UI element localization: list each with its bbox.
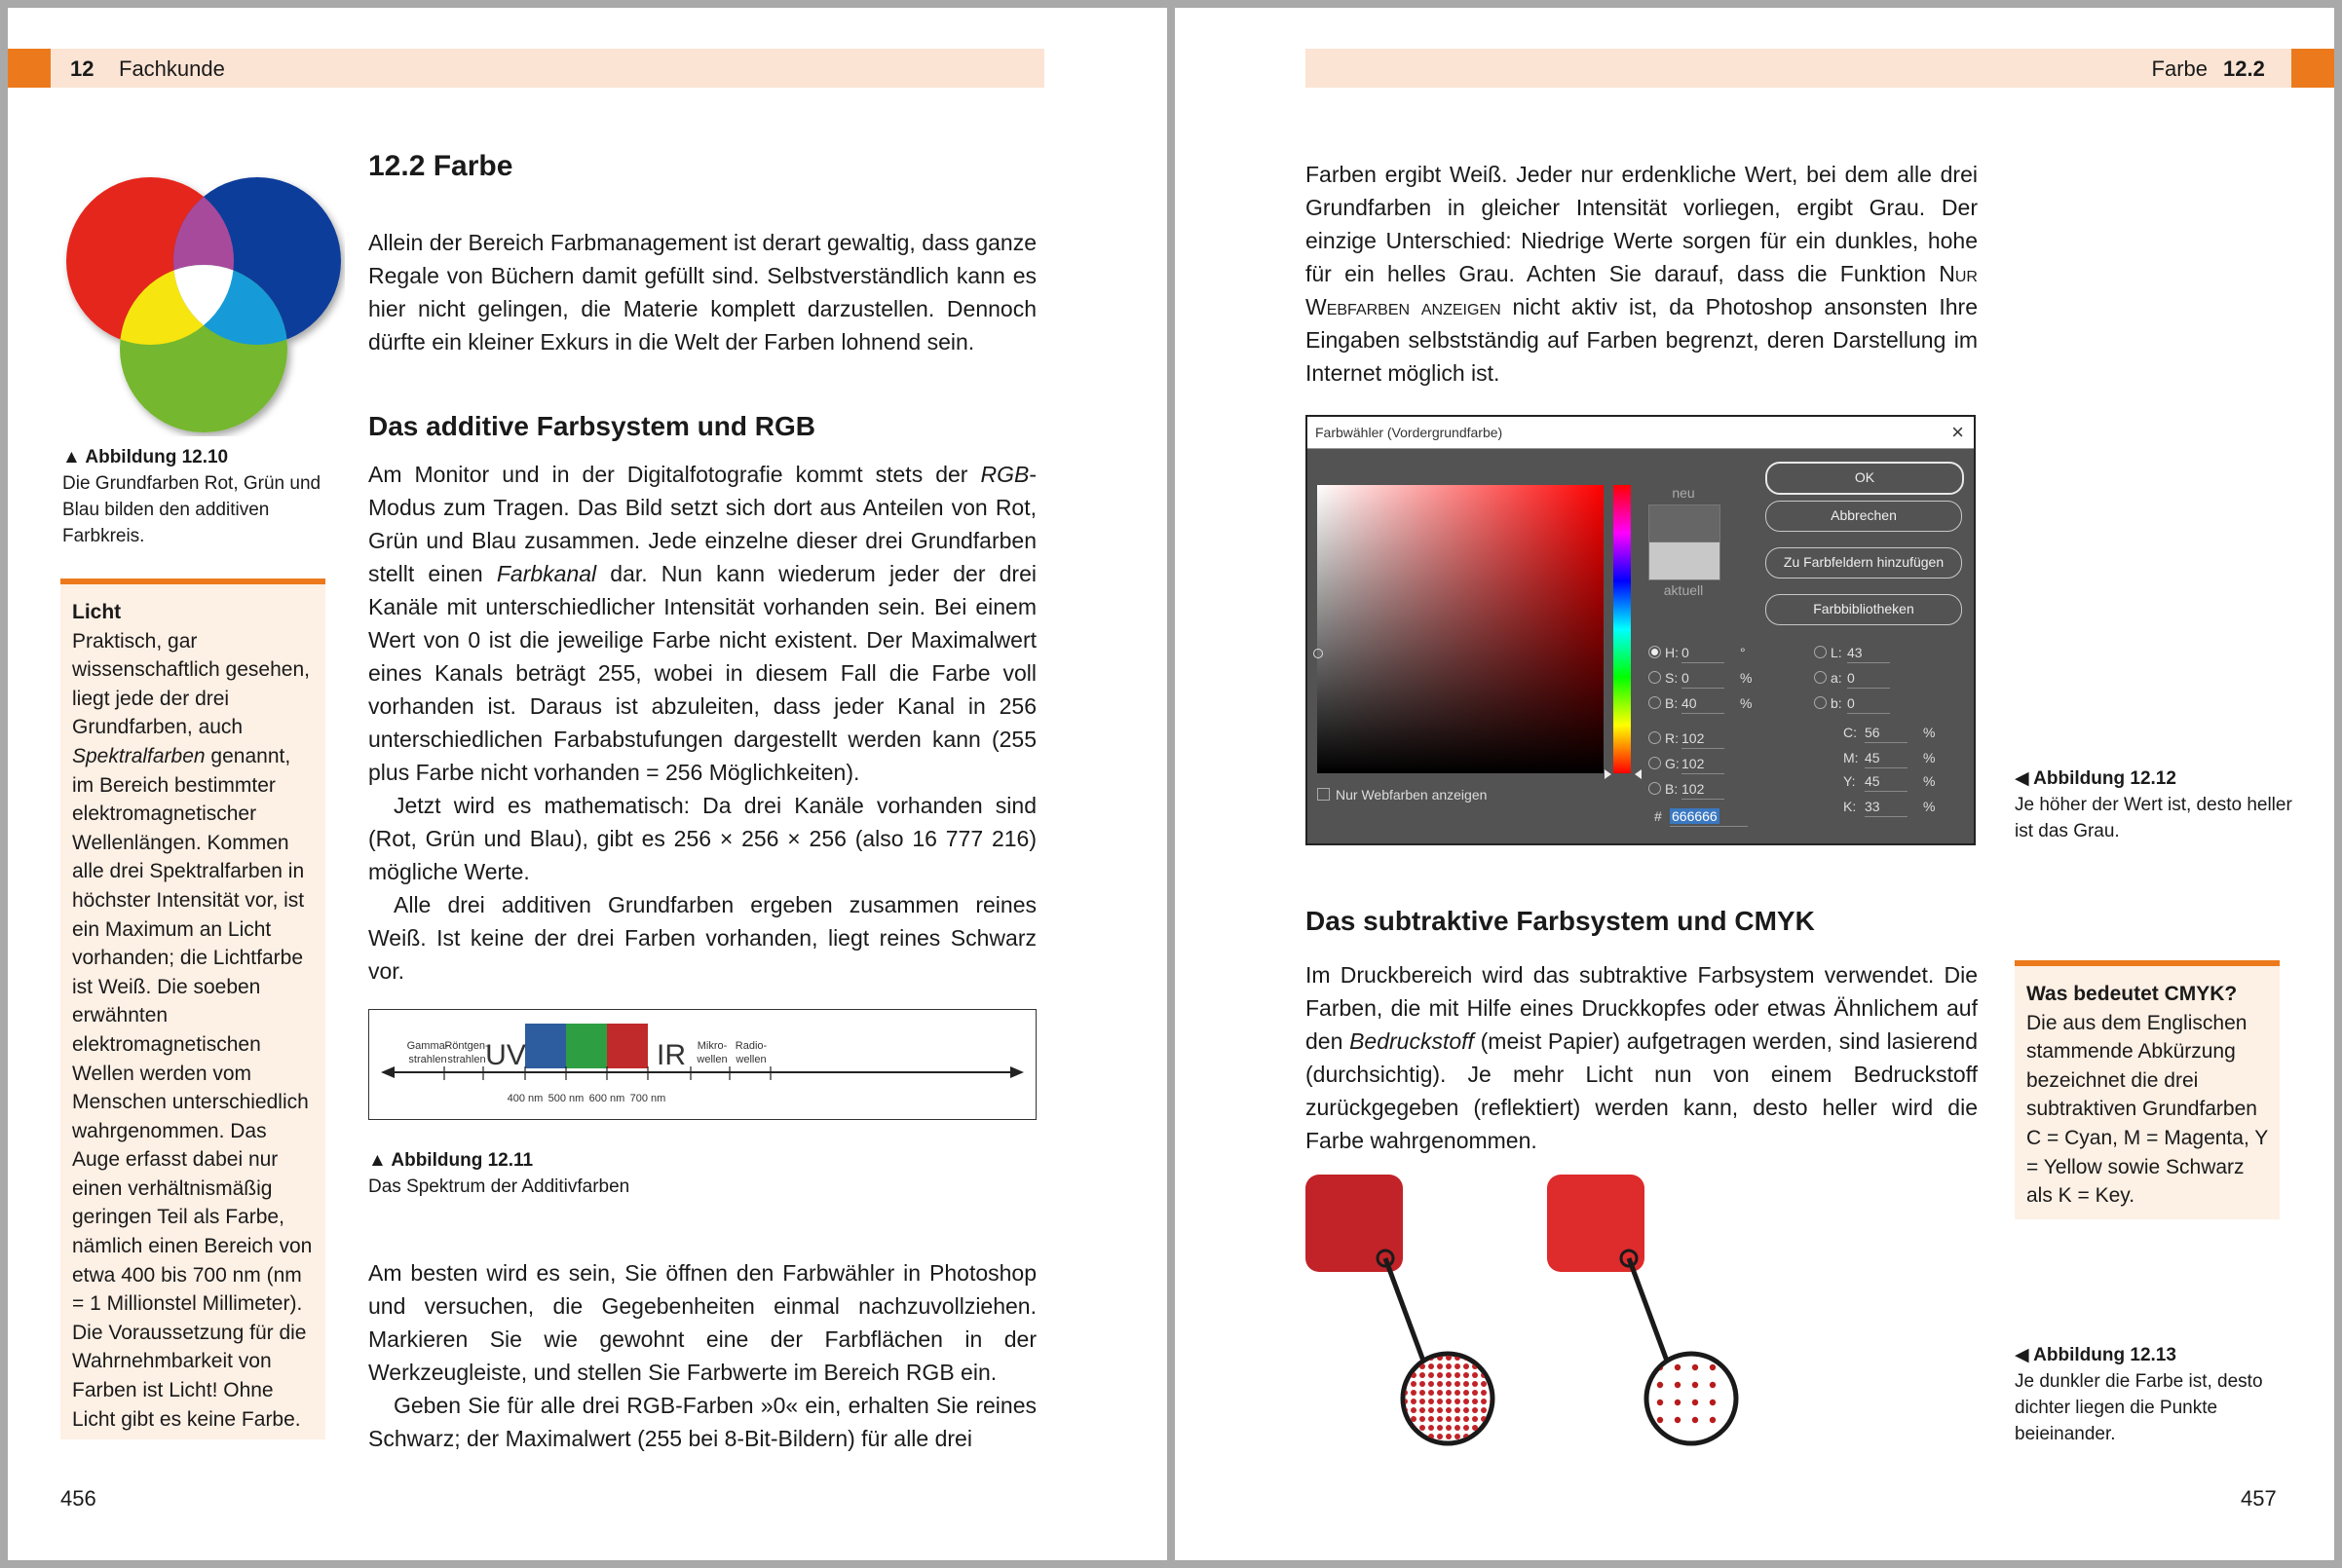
halftone-dot xyxy=(1402,1355,1408,1361)
subheading-cmyk: Das subtraktive Farbsystem und CMYK xyxy=(1305,906,1815,936)
add-to-swatches-button[interactable]: Zu Farbfeldern hinzufügen xyxy=(1765,547,1962,579)
field-b[interactable] xyxy=(1648,693,1756,713)
dialog-title: Farbwähler (Vordergrundfarbe) xyxy=(1307,417,1974,449)
halftone-dot xyxy=(1411,1355,1417,1361)
field-y[interactable] xyxy=(1843,771,1950,791)
rgb-text xyxy=(368,458,1037,988)
input-l[interactable]: 43 xyxy=(1847,643,1890,663)
input-k[interactable]: 33 xyxy=(1865,797,1908,817)
text: Am Monitor und in der Digitalfotografie kommt stets der xyxy=(368,462,981,487)
input-c[interactable]: 56 xyxy=(1865,723,1908,743)
halftone-dot xyxy=(1446,1381,1452,1387)
label: G: xyxy=(1665,756,1680,771)
halftone-dot xyxy=(1419,1425,1425,1431)
halftone-dot xyxy=(1446,1399,1452,1404)
paragraph: Geben Sie für alle drei RGB-Farben »0« ein, erhalten Sie reines Schwarz; der Maximalwert (255 bei 8-Bit-Bildern) für alle drei xyxy=(368,1393,1037,1451)
radio-g[interactable] xyxy=(1648,757,1661,769)
text: Farben ergibt Weiß. Jeder nur erdenkliche Wert, bei dem alle drei Grundfarben in gleicher Intensität vorliegen, ergibt Grau. Der einzige Unterschied: Niedrige Werte sorgen für ein dunkles, hohe für ein helles Grau. Achten Sie darauf, dass die Funktion xyxy=(1305,162,1978,286)
halftone-dot xyxy=(1446,1407,1452,1413)
term: Bedruckstoff xyxy=(1349,1028,1474,1054)
halftone-dot xyxy=(1428,1425,1434,1431)
halftone-dot xyxy=(1692,1417,1698,1423)
label: K: xyxy=(1843,799,1857,814)
spectrum-green-band xyxy=(566,1024,607,1068)
halftone-dot xyxy=(1428,1390,1434,1396)
input-hex[interactable]: 666666 xyxy=(1672,808,1718,824)
halftone-dot xyxy=(1411,1381,1417,1387)
halftone-dot xyxy=(1692,1364,1698,1370)
input-lab-b[interactable]: 0 xyxy=(1847,693,1890,714)
halftone-dot xyxy=(1490,1355,1495,1361)
sidebar-text: genannt, im Bereich bestimmter elektromagnetischer Wellenlängen. Kommen alle drei Spektralfarben in höchster Intensität vor, ist ein Maximum an Licht vorhanden; die Lichtfarbe ist Weiß. Die soeben erwähnten elektromagnetischen Wellen werden vom Menschen unterschiedlich wahrgenommen. Das Auge erfasst dabei nur einen verhältnismäßig geringen Teil als Farbe, nämlich einen Bereich von etwa 400 bis 700 nm (nm = 1 Millionstel Millimeter). Die Voraussetzung für die Wahrnehmbarkeit von Farben ist Licht! Ohne Licht gibt es keine Farbe. xyxy=(72,744,313,1431)
label-500nm: 500 nm xyxy=(548,1093,585,1104)
label-ir: IR xyxy=(657,1039,686,1071)
halftone-dot xyxy=(1428,1363,1434,1369)
text: nicht aktiv ist, da Photoshop ansonsten Ihre Eingaben selbstständig auf Farben begrenzt, deren Darstellung im Internet möglich ist. xyxy=(1305,294,1978,386)
radio-lab-b[interactable] xyxy=(1814,696,1827,709)
cmyk-text xyxy=(1305,958,1978,1157)
unit: % xyxy=(1923,773,1936,789)
text: Im Druckbereich wird das subtraktive Farbsystem verwendet. Die Farben, die mit Hilfe eines Druckkopfes oder etwas Ähnlichem auf den xyxy=(1305,962,1978,1054)
field-k[interactable] xyxy=(1843,797,1950,816)
halftone-dot xyxy=(1710,1417,1716,1423)
sidebar-body xyxy=(72,627,314,1435)
sidebar-body: Die aus dem Englischen stammende Abkürzung bezeichnet die drei subtraktiven Grundfarben C = Cyan, M = Magenta, Y = Yellow sowie Schwarz als K = Key. xyxy=(2026,1011,2268,1208)
halftone-dot xyxy=(1710,1400,1716,1405)
label: Y: xyxy=(1843,773,1856,789)
label: b: xyxy=(1831,695,1842,711)
halftone-dot xyxy=(1675,1400,1681,1405)
label: a: xyxy=(1831,670,1842,686)
label-700nm: 700 nm xyxy=(629,1093,666,1104)
sidebar-term: Spektralfarben xyxy=(72,744,206,767)
label: M: xyxy=(1843,750,1859,765)
sidebar-licht xyxy=(60,579,325,1439)
sidebar-title: Was bedeutet CMYK? xyxy=(2026,983,2238,1005)
halftone-dot xyxy=(1437,1381,1443,1387)
field-a[interactable] xyxy=(1814,668,1921,688)
input-g[interactable]: 102 xyxy=(1681,754,1724,774)
halftone-dot xyxy=(1454,1407,1460,1413)
paragraph xyxy=(368,458,1037,789)
figure-label: ◀ Abbildung 12.13 xyxy=(2015,1345,2176,1365)
left-page xyxy=(8,8,1167,1560)
figure-label: ◀ Abbildung 12.12 xyxy=(2015,768,2176,789)
halftone-dot xyxy=(1437,1399,1443,1404)
page-number: 456 xyxy=(60,1486,96,1511)
radio-s[interactable] xyxy=(1648,671,1661,684)
radio-a[interactable] xyxy=(1814,671,1827,684)
label-gamma: Gamma- xyxy=(406,1040,449,1052)
halftone-dot xyxy=(1446,1434,1452,1439)
figure-label: ▲ Abbildung 12.11 xyxy=(368,1150,534,1171)
spectrum-diagram xyxy=(369,1010,1036,1119)
figure-label: ▲ Abbildung 12.10 xyxy=(62,447,229,467)
halftone-dot xyxy=(1419,1372,1425,1378)
halftone-dot xyxy=(1454,1425,1460,1431)
unit: % xyxy=(1923,799,1936,814)
halftone-dot xyxy=(1402,1363,1408,1369)
label: B: xyxy=(1665,781,1679,797)
halftone-dot xyxy=(1490,1425,1495,1431)
halftone-dot xyxy=(1472,1381,1478,1387)
halftone-dot xyxy=(1437,1425,1443,1431)
halftone-dot xyxy=(1463,1381,1469,1387)
input-r[interactable]: 102 xyxy=(1681,728,1724,749)
halftone-dot xyxy=(1481,1381,1487,1387)
halftone-dot xyxy=(1437,1363,1443,1369)
halftone-dot xyxy=(1463,1390,1469,1396)
halftone-dot xyxy=(1481,1407,1487,1413)
figure-caption-12-10 xyxy=(62,444,355,549)
halftone-dot xyxy=(1710,1364,1716,1370)
input-h[interactable]: 0 xyxy=(1681,643,1724,663)
halftone-dot xyxy=(1437,1390,1443,1396)
color-field-marker[interactable] xyxy=(1313,649,1323,658)
label-new: neu xyxy=(1672,485,1695,501)
label: B: xyxy=(1665,695,1679,711)
ui-term: Nur Webfarben anzeigen xyxy=(1305,261,1978,319)
label-radio: wellen xyxy=(736,1054,767,1065)
figure-text: Je höher der Wert ist, desto heller ist das Grau. xyxy=(2015,795,2292,841)
halftone-dot xyxy=(1402,1425,1408,1431)
label-micro: wellen xyxy=(697,1054,728,1065)
halftone-dot xyxy=(1419,1407,1425,1413)
halftone-dot xyxy=(1481,1434,1487,1439)
web-colors-only-checkbox[interactable] xyxy=(1317,787,1487,803)
halftone-dot xyxy=(1454,1390,1460,1396)
color-picker-dialog xyxy=(1305,415,1976,845)
label-micro: Mikro- xyxy=(697,1040,728,1052)
input-y[interactable]: 45 xyxy=(1865,771,1908,792)
close-icon[interactable]: × xyxy=(1951,420,1964,444)
sidebar-title: Licht xyxy=(72,601,122,623)
halftone-dot xyxy=(1411,1407,1417,1413)
label: S: xyxy=(1665,670,1679,686)
label-xray: strahlen xyxy=(447,1054,486,1065)
halftone-dot xyxy=(1692,1382,1698,1388)
paragraph: Am besten wird es sein, Sie öffnen den Farbwähler in Photoshop und versuchen, die Gegebenheiten einmal nachzuvollziehen. Markieren Sie wie gewohnt eine der Farbflächen in der Werkzeugleiste, und stellen Sie Farbwerte im Bereich RGB ein. xyxy=(368,1260,1037,1385)
halftone-dot xyxy=(1428,1399,1434,1404)
halftone-dot xyxy=(1437,1407,1443,1413)
label: # xyxy=(1654,808,1662,824)
halftone-dot xyxy=(1657,1400,1663,1405)
halftone-dot xyxy=(1710,1382,1716,1388)
color-field[interactable] xyxy=(1317,485,1604,773)
halftone-dot xyxy=(1428,1381,1434,1387)
halftone-dot xyxy=(1490,1372,1495,1378)
paragraph: Jetzt wird es mathematisch: Da drei Kanäle vorhanden sind (Rot, Grün und Blau), gibt es 256 × 256 × 256 (also 16 777 216) mögliche Werte. xyxy=(368,793,1037,884)
color-libraries-button[interactable]: Farbbibliotheken xyxy=(1765,594,1962,625)
halftone-dot xyxy=(1419,1416,1425,1422)
halftone-dot xyxy=(1481,1390,1487,1396)
halftone-dot xyxy=(1463,1407,1469,1413)
pointer-line xyxy=(1385,1258,1424,1363)
label-gamma: strahlen xyxy=(408,1054,447,1065)
magnifier-sparse xyxy=(1646,1354,1736,1443)
halftone-dot xyxy=(1411,1416,1417,1422)
halftone-dot xyxy=(1675,1417,1681,1423)
unit: % xyxy=(1923,750,1936,765)
label: H: xyxy=(1665,645,1679,660)
field-lab-b[interactable] xyxy=(1814,693,1921,713)
figure-text: Die Grundfarben Rot, Grün und Blau bilden den additiven Farbkreis. xyxy=(62,473,321,546)
paragraph: Allein der Bereich Farbmanagement ist derart gewaltig, dass ganze Regale von Büchern damit gefüllt sind. Selbstverständlich kann es hier nicht gelingen, die Materie komplett darzustellen. Dennoch dürfte ein kleiner Exkurs in die Welt der Farben lohnend sein. xyxy=(368,230,1037,355)
paragraph xyxy=(1305,158,1978,390)
section-title: 12.2 Farbe xyxy=(368,150,513,182)
checkbox-box[interactable] xyxy=(1317,788,1330,801)
halftone-dot xyxy=(1437,1372,1443,1378)
halftone-dot xyxy=(1419,1399,1425,1404)
input-blue[interactable]: 102 xyxy=(1681,779,1724,800)
chapter-title: Farbe xyxy=(2151,56,2208,81)
photoshop-text xyxy=(368,1256,1037,1455)
halftone-dot xyxy=(1463,1399,1469,1404)
halftone-dot xyxy=(1419,1390,1425,1396)
halftone-dot xyxy=(1411,1390,1417,1396)
halftone-dot xyxy=(1428,1372,1434,1378)
halftone-dot xyxy=(1472,1372,1478,1378)
halftone-dot xyxy=(1472,1407,1478,1413)
label: R: xyxy=(1665,730,1679,746)
halftone-dot xyxy=(1454,1416,1460,1422)
halftone-dot xyxy=(1446,1372,1452,1378)
additive-color-circles xyxy=(62,173,345,436)
chapter-number: 12 xyxy=(70,56,94,81)
hue-slider-left-arrow[interactable] xyxy=(1605,769,1611,779)
page-number: 457 xyxy=(2241,1486,2277,1511)
text: dar. Nun kann wiederum jeder der drei Kanäle mit unterschiedlicher Intensität vorhanden sein. Bei einem Wert von 0 ist die jeweilige Farbe nicht existent. Der Maximalwert eines Kanals beträgt 255, wobei in diesem Fall die Farbe voll vorhanden ist. Daraus ist abzuleiten, dass jeder Kanal in 256 unterschiedlichen Farbabstufungen dargestellt werden kann (255 plus Farbe nicht vorhanden = 256 Möglichkeiten). xyxy=(368,561,1037,785)
halftone-dot xyxy=(1692,1400,1698,1405)
halftone-dot xyxy=(1454,1363,1460,1369)
field-blue[interactable] xyxy=(1648,779,1756,799)
right-page xyxy=(1175,8,2334,1560)
halftone-dot xyxy=(1463,1372,1469,1378)
section-number: 12.2 xyxy=(2223,56,2265,81)
term: RGB xyxy=(980,462,1030,487)
halftone-dot xyxy=(1454,1434,1460,1439)
unit: % xyxy=(1740,695,1753,711)
field-h[interactable] xyxy=(1648,643,1756,662)
halftone-dot xyxy=(1490,1434,1495,1439)
text: (meist Papier) aufgetragen werden, sind lasierend (durchsichtig). Je mehr Licht nun von einem Bedruckstoff zurückgegeben (reflektiert) werden kann, desto heller wird die Farbe wahrgenommen. xyxy=(1305,1028,1978,1153)
figure-text: Je dunkler die Farbe ist, desto dichter liegen die Punkte beieinander. xyxy=(2015,1371,2263,1444)
field-s[interactable] xyxy=(1648,668,1756,688)
label-400nm: 400 nm xyxy=(507,1093,544,1104)
term: Farbkanal xyxy=(496,561,597,586)
field-r[interactable] xyxy=(1648,728,1756,748)
arrow-right-icon xyxy=(1010,1066,1024,1078)
radio-l[interactable] xyxy=(1814,646,1827,658)
dark-red-swatch xyxy=(1305,1175,1403,1272)
halftone-dot xyxy=(1490,1363,1495,1369)
halftone-dot xyxy=(1675,1364,1681,1370)
halftone-dot xyxy=(1481,1399,1487,1404)
unit: % xyxy=(1923,725,1936,740)
spectrum-blue-band xyxy=(525,1024,566,1068)
halftone-dot xyxy=(1437,1434,1443,1439)
halftone-dot xyxy=(1463,1425,1469,1431)
halftone-dot xyxy=(1472,1416,1478,1422)
radio-blue[interactable] xyxy=(1648,782,1661,795)
halftone-dot xyxy=(1454,1381,1460,1387)
halftone-dot xyxy=(1657,1417,1663,1423)
figure-caption-12-13 xyxy=(2015,1342,2297,1447)
halftone-dot xyxy=(1472,1399,1478,1404)
halftone-dot xyxy=(1675,1382,1681,1388)
cancel-button[interactable]: Abbrechen xyxy=(1765,501,1962,532)
field-l[interactable] xyxy=(1814,643,1921,662)
subheading-rgb: Das additive Farbsystem und RGB xyxy=(368,411,816,441)
field-hex[interactable] xyxy=(1654,806,1771,826)
halftone-dot xyxy=(1463,1363,1469,1369)
figure-text: Das Spektrum der Additivfarben xyxy=(368,1176,630,1197)
figure-caption-12-11 xyxy=(368,1147,953,1200)
sidebar-text: Praktisch, gar wissenschaftlich gesehen, liegt jede der drei Grundfarben, auch xyxy=(72,629,310,739)
light-red-swatch xyxy=(1547,1175,1644,1272)
ok-button[interactable]: OK xyxy=(1765,462,1964,495)
hue-slider[interactable] xyxy=(1613,485,1631,773)
current-color-swatch[interactable] xyxy=(1648,541,1720,580)
field-g[interactable] xyxy=(1648,754,1756,773)
halftone-dot xyxy=(1411,1434,1417,1439)
label: C: xyxy=(1843,725,1857,740)
checkbox-label: Nur Webfarben anzeigen xyxy=(1336,787,1488,803)
input-b[interactable]: 40 xyxy=(1681,693,1724,714)
label-xray: Röntgen- xyxy=(444,1040,489,1052)
figure-caption-12-12 xyxy=(2015,765,2297,844)
label-600nm: 600 nm xyxy=(588,1093,625,1104)
input-m[interactable]: 45 xyxy=(1865,748,1908,768)
label-uv: UV xyxy=(485,1039,526,1071)
pointer-line xyxy=(1629,1258,1668,1363)
input-a[interactable]: 0 xyxy=(1847,668,1890,689)
header-accent xyxy=(2291,49,2334,88)
header-accent xyxy=(8,49,51,88)
arrow-left-icon xyxy=(381,1066,395,1078)
new-color-swatch xyxy=(1648,504,1720,543)
intro-paragraph xyxy=(368,226,1037,358)
unit: ° xyxy=(1740,645,1746,660)
hue-slider-right-arrow[interactable] xyxy=(1635,769,1642,779)
unit: % xyxy=(1740,670,1753,686)
sidebar-cmyk xyxy=(2015,960,2280,1219)
label: L: xyxy=(1831,645,1842,660)
input-s[interactable]: 0 xyxy=(1681,668,1724,689)
halftone-dot xyxy=(1411,1399,1417,1404)
halftone-dot xyxy=(1446,1425,1452,1431)
continued-text xyxy=(1305,158,1978,390)
paragraph xyxy=(1305,958,1978,1157)
halftone-dot xyxy=(1481,1355,1487,1361)
spectrum-figure xyxy=(368,1009,1037,1120)
halftone-dot xyxy=(1657,1382,1663,1388)
halftone-dot xyxy=(1437,1416,1443,1422)
spectrum-red-band xyxy=(607,1024,648,1068)
radio-r[interactable] xyxy=(1648,731,1661,744)
radio-h[interactable] xyxy=(1648,646,1661,658)
label-radio: Radio- xyxy=(735,1040,768,1052)
halftone-illustration xyxy=(1302,1173,1750,1455)
halftone-dot xyxy=(1428,1416,1434,1422)
label-current: aktuell xyxy=(1663,582,1704,598)
halftone-dot xyxy=(1472,1390,1478,1396)
halftone-dot xyxy=(1454,1399,1460,1404)
halftone-dot xyxy=(1446,1390,1452,1396)
halftone-dot xyxy=(1402,1434,1408,1439)
radio-b[interactable] xyxy=(1648,696,1661,709)
halftone-dot xyxy=(1428,1407,1434,1413)
field-c[interactable] xyxy=(1843,723,1950,742)
halftone-dot xyxy=(1446,1416,1452,1422)
paragraph: Alle drei additiven Grundfarben ergeben zusammen reines Weiß. Ist keine der drei Farben vorhanden, liegt reines Schwarz vor. xyxy=(368,892,1037,984)
halftone-dot xyxy=(1463,1416,1469,1422)
field-m[interactable] xyxy=(1843,748,1950,767)
halftone-dot xyxy=(1454,1372,1460,1378)
text: -Modus zum Tragen. Das Bild setzt sich dort aus Anteilen von Rot, Grün und Blau zusammen. Jede einzelne dieser drei Grundfarben stellt einen xyxy=(368,462,1037,586)
halftone-dot xyxy=(1419,1381,1425,1387)
chapter-title: Fachkunde xyxy=(119,56,225,81)
halftone-dot xyxy=(1446,1363,1452,1369)
